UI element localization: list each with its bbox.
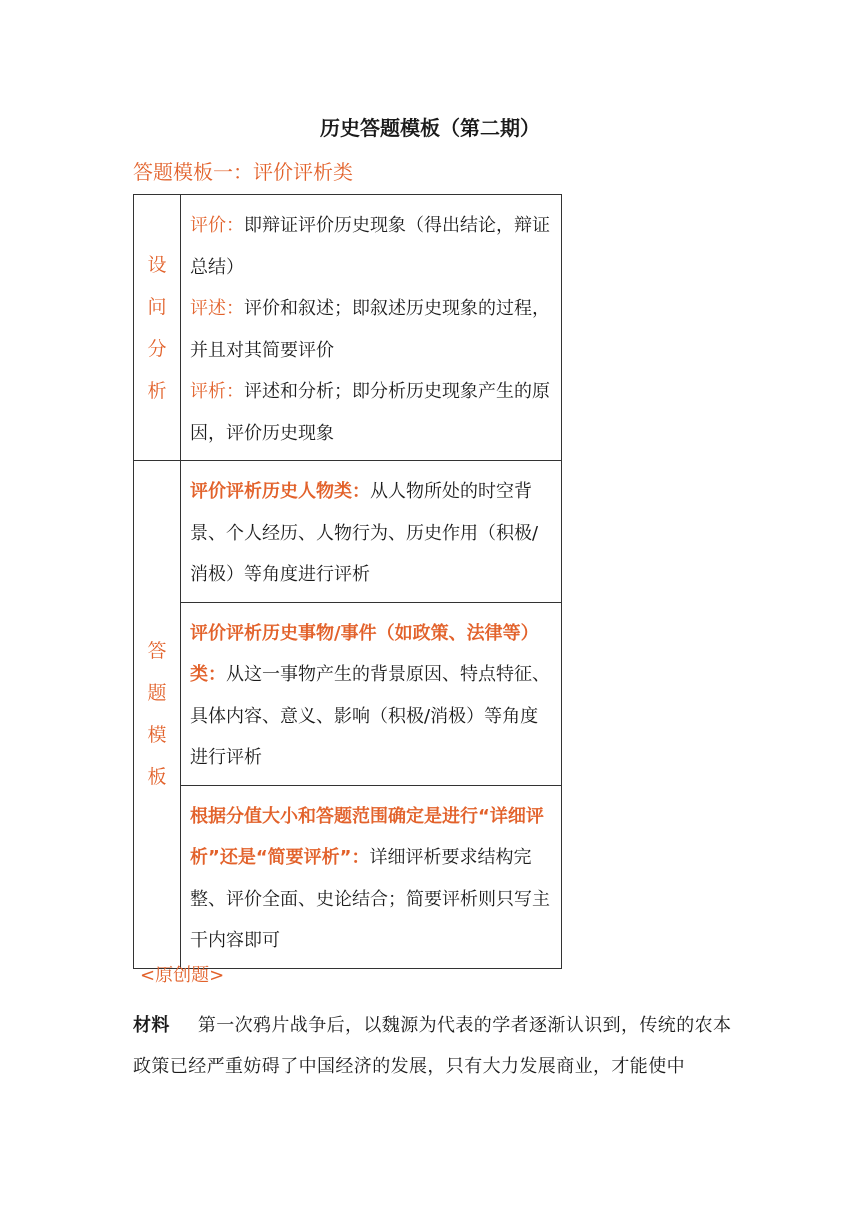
definition-text: 评述和分析；即分析历史现象产生的原因，评价历史现象: [190, 381, 550, 444]
material-text: 第一次鸦片战争后，以魏源为代表的学者逐渐认识到，传统的农本政策已经严重妨碍了中国经济的发展，只有大力发展商业，才能使中: [133, 1015, 732, 1077]
term-pingjia: 评价：: [190, 215, 244, 236]
answer-template-row-2: [134, 602, 562, 785]
side-char: 题: [147, 682, 167, 705]
template-text: 从这一事物产生的背景原因、特点特征、具体内容、意义、影响（积极/消极）等角度进行评析: [190, 664, 550, 768]
template-text: 详细评析要求结构完整、评价全面、史论结合；简要评析则只写主干内容即可: [190, 847, 550, 951]
template-term: 根据分值大小和答题范围确定是进行“详细评析”还是“简要评析”：: [190, 805, 544, 868]
definition-text: 评价和叙述；即叙述历史现象的过程，并且对其简要评价: [190, 298, 550, 361]
section-heading: 答题模板一：评价评析类: [133, 160, 353, 184]
original-question-label: <原创题>: [140, 965, 225, 986]
template-cell-person: [181, 461, 562, 603]
template-term: 评价评析历史人物类：: [190, 481, 370, 502]
template-term: 评价评析历史事物/事件（如政策、法律等）类：: [190, 622, 539, 685]
page-title: 历史答题模板（第二期）: [320, 116, 540, 140]
template-text: 从人物所处的时空背景、个人经历、人物行为、历史作用（积极/消极）等角度进行评析: [190, 481, 539, 585]
definition-text: 即辩证评价历史现象（得出结论，辩证总结）: [190, 215, 550, 278]
term-pingshu: 评述：: [190, 298, 244, 319]
template-cell-event: [181, 602, 562, 785]
question-analysis-row: [134, 195, 562, 461]
question-analysis-content: [181, 195, 562, 461]
side-char: 板: [147, 766, 167, 789]
side-char: 模: [147, 724, 167, 747]
answer-template-row-1: [134, 461, 562, 603]
template-cell-scope: [181, 785, 562, 968]
material-paragraph: [133, 1005, 733, 1087]
term-pingxi: 评析：: [190, 381, 244, 402]
answer-template-label: [134, 461, 181, 969]
answer-template-row-3: [134, 785, 562, 968]
side-char: 分: [147, 337, 167, 360]
question-analysis-label: [134, 195, 181, 461]
definition-item: [190, 205, 555, 288]
material-label: 材料: [133, 1015, 170, 1036]
side-char: 问: [147, 295, 167, 318]
definition-item: [190, 288, 555, 371]
side-char: 答: [147, 640, 167, 663]
side-char: 设: [147, 253, 167, 276]
side-char: 析: [147, 379, 167, 402]
template-table: [133, 194, 562, 969]
definition-item: [190, 371, 555, 454]
